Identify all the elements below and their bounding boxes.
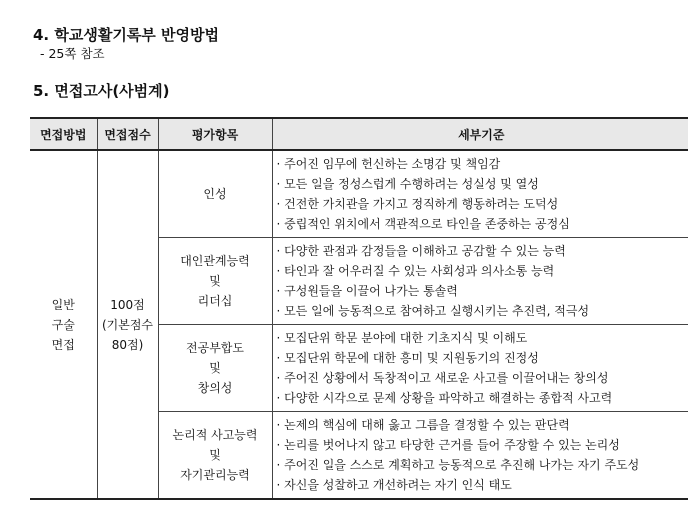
item-cell xyxy=(158,412,272,500)
text-line: · 논리를 벗어나지 않고 타당한 근거를 들어 주장할 수 있는 논리성 xyxy=(276,438,620,452)
text-line: 구술 xyxy=(51,317,75,332)
text-line: · 모집단위 학문에 대한 흥미 및 지원동기의 진정성 xyxy=(276,351,539,365)
method-cell xyxy=(30,150,97,499)
text-line: · 건전한 가치관을 가지고 정직하게 행동하려는 도덕성 xyxy=(276,197,559,211)
header-criteria: 세부기준 xyxy=(272,118,688,150)
header-score: 면접점수 xyxy=(97,118,158,150)
text-line: 대인관계능력 xyxy=(180,254,250,268)
text-line: 일반 xyxy=(51,297,75,312)
text-line: 및 xyxy=(209,361,221,375)
text-line: · 모든 일을 정성스럽게 수행하려는 성실성 및 열성 xyxy=(276,177,539,191)
criteria-cell xyxy=(272,412,688,500)
section4-title: 4. 학교생활기록부 반영방법 xyxy=(33,26,219,44)
text-line: (기본점수 xyxy=(101,317,154,332)
text-line: · 모집단위 학문 분야에 대한 기초지식 및 이해도 xyxy=(276,331,528,345)
text-line: 및 xyxy=(209,448,221,462)
score-cell xyxy=(97,150,158,499)
text-line: 전공부합도 xyxy=(186,341,244,355)
text-line: · 중립적인 위치에서 객관적으로 타인을 존중하는 공정심 xyxy=(276,217,570,231)
criteria-cell xyxy=(272,325,688,412)
text-line: · 타인과 잘 어우러질 수 있는 사회성과 의사소통 능력 xyxy=(276,264,555,278)
text-line: · 논제의 핵심에 대해 옳고 그름을 결정할 수 있는 판단력 xyxy=(276,418,570,432)
text-line: · 다양한 관점과 감정들을 이해하고 공감할 수 있는 능력 xyxy=(276,244,566,258)
text-line: · 주어진 임무에 헌신하는 소명감 및 책임감 xyxy=(276,157,501,171)
interview-table xyxy=(30,117,688,500)
text-line: · 모든 일에 능동적으로 참여하고 실행시키는 추진력, 적극성 xyxy=(276,304,590,318)
header-method: 면접방법 xyxy=(30,118,97,150)
criteria-cell xyxy=(272,238,688,325)
text-line: 자기관리능력 xyxy=(180,468,250,482)
text-line: 창의성 xyxy=(197,381,233,395)
text-line: · 주어진 상황에서 독창적이고 새로운 사고를 이끌어내는 창의성 xyxy=(276,371,609,385)
text-line: 및 xyxy=(209,274,221,288)
table-header-row xyxy=(30,118,688,150)
section4-note: - 25쪽 참조 xyxy=(40,46,105,61)
text-line: · 구성원들을 이끌어 나가는 통솔력 xyxy=(276,284,458,298)
text-line: 면접 xyxy=(51,337,75,352)
table-row xyxy=(30,150,688,238)
text-line: · 자신을 성찰하고 개선하려는 자기 인식 태도 xyxy=(276,478,512,492)
text-line: 논리적 사고능력 xyxy=(172,428,258,442)
section5-title: 5. 면접고사(사범계) xyxy=(33,82,170,100)
text-line: 리더십 xyxy=(197,294,233,308)
item-cell xyxy=(158,150,272,238)
header-item: 평가항목 xyxy=(158,118,272,150)
criteria-cell xyxy=(272,150,688,238)
text-line: 100점 xyxy=(110,297,145,312)
text-line: · 다양한 시각으로 문제 상황을 파악하고 해결하는 종합적 사고력 xyxy=(276,391,613,405)
text-line: 80점) xyxy=(111,337,144,352)
item-cell xyxy=(158,325,272,412)
text-line: 인성 xyxy=(203,187,227,201)
item-cell xyxy=(158,238,272,325)
text-line: · 주어진 일을 스스로 계획하고 능동적으로 추진해 나가는 자기 주도성 xyxy=(276,458,640,472)
